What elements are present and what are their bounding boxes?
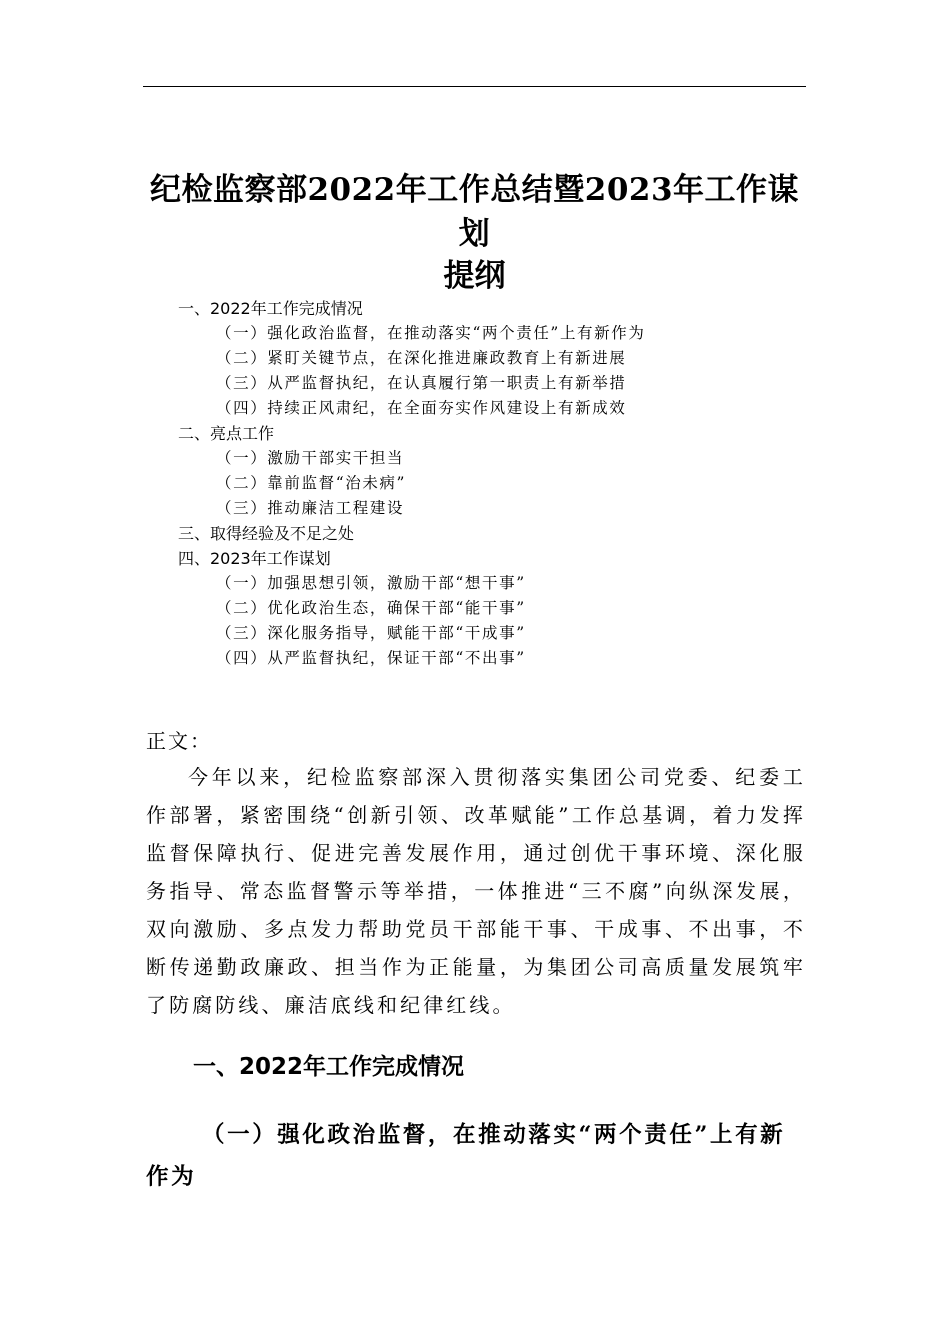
outline-item-level1: 三、取得经验及不足之处 <box>178 524 355 543</box>
outline-item-level2: （三）推动廉洁工程建设 <box>216 499 405 517</box>
outline-item-level2: （二）紧盯关键节点，在深化推进廉政教育上有新进展 <box>216 349 627 367</box>
outline-item-level2: （二）优化政治生态，确保干部“能干事” <box>216 599 526 617</box>
outline-item-level2: （三）从严监督执纪，在认真履行第一职责上有新举措 <box>216 374 627 392</box>
outline-item-level2: （二）靠前监督“治未病” <box>216 474 407 492</box>
outline-item-level1: 二、亮点工作 <box>178 424 275 443</box>
section-heading: 一、2022年工作完成情况 <box>193 1054 465 1080</box>
header-rule <box>143 86 806 87</box>
outline-item-level2: （三）深化服务指导，赋能干部“干成事” <box>216 624 526 642</box>
outline-item-level2: （四）从严监督执纪，保证干部“不出事” <box>216 649 526 667</box>
outline-item-level2: （一）强化政治监督，在推动落实“两个责任”上有新作为 <box>216 324 646 342</box>
outline-item-level2: （四）持续正风肃纪，在全面夯实作风建设上有新成效 <box>216 399 627 417</box>
subsection-heading: （一）强化政治监督，在推动落实“两个责任”上有新作为 <box>146 1122 786 1190</box>
body-label: 正文： <box>146 729 212 753</box>
outline-item-level2: （一）激励干部实干担当 <box>216 449 405 467</box>
document-subtitle: 提纲 <box>443 258 506 294</box>
body-paragraph: 今年以来，纪检监察部深入贯彻落实集团公司党委、纪委工作部署，紧密围绕“创新引领、改革赋能”工作总基调，着力发挥监督保障执行、促进完善发展作用，通过创优干事环境、深化服务指导、常态监督警示等举措，一体推进“三不腐”向纵深发展，双向激励、多点发力帮助党员干部能干事、干成事、不出事，不断传递勤政廉政、担当作为正能量，为集团公司高质量发展筑牢了防腐防线、廉洁底线和纪律红线。 <box>146 765 806 1017</box>
outline-item-level2: （一）加强思想引领，激励干部“想干事” <box>216 574 526 592</box>
outline-item-level1: 一、2022年工作完成情况 <box>178 299 363 318</box>
document-title: 纪检监察部2022年工作总结暨2023年工作谋划 <box>149 172 800 252</box>
outline-item-level1: 四、2023年工作谋划 <box>178 549 331 568</box>
